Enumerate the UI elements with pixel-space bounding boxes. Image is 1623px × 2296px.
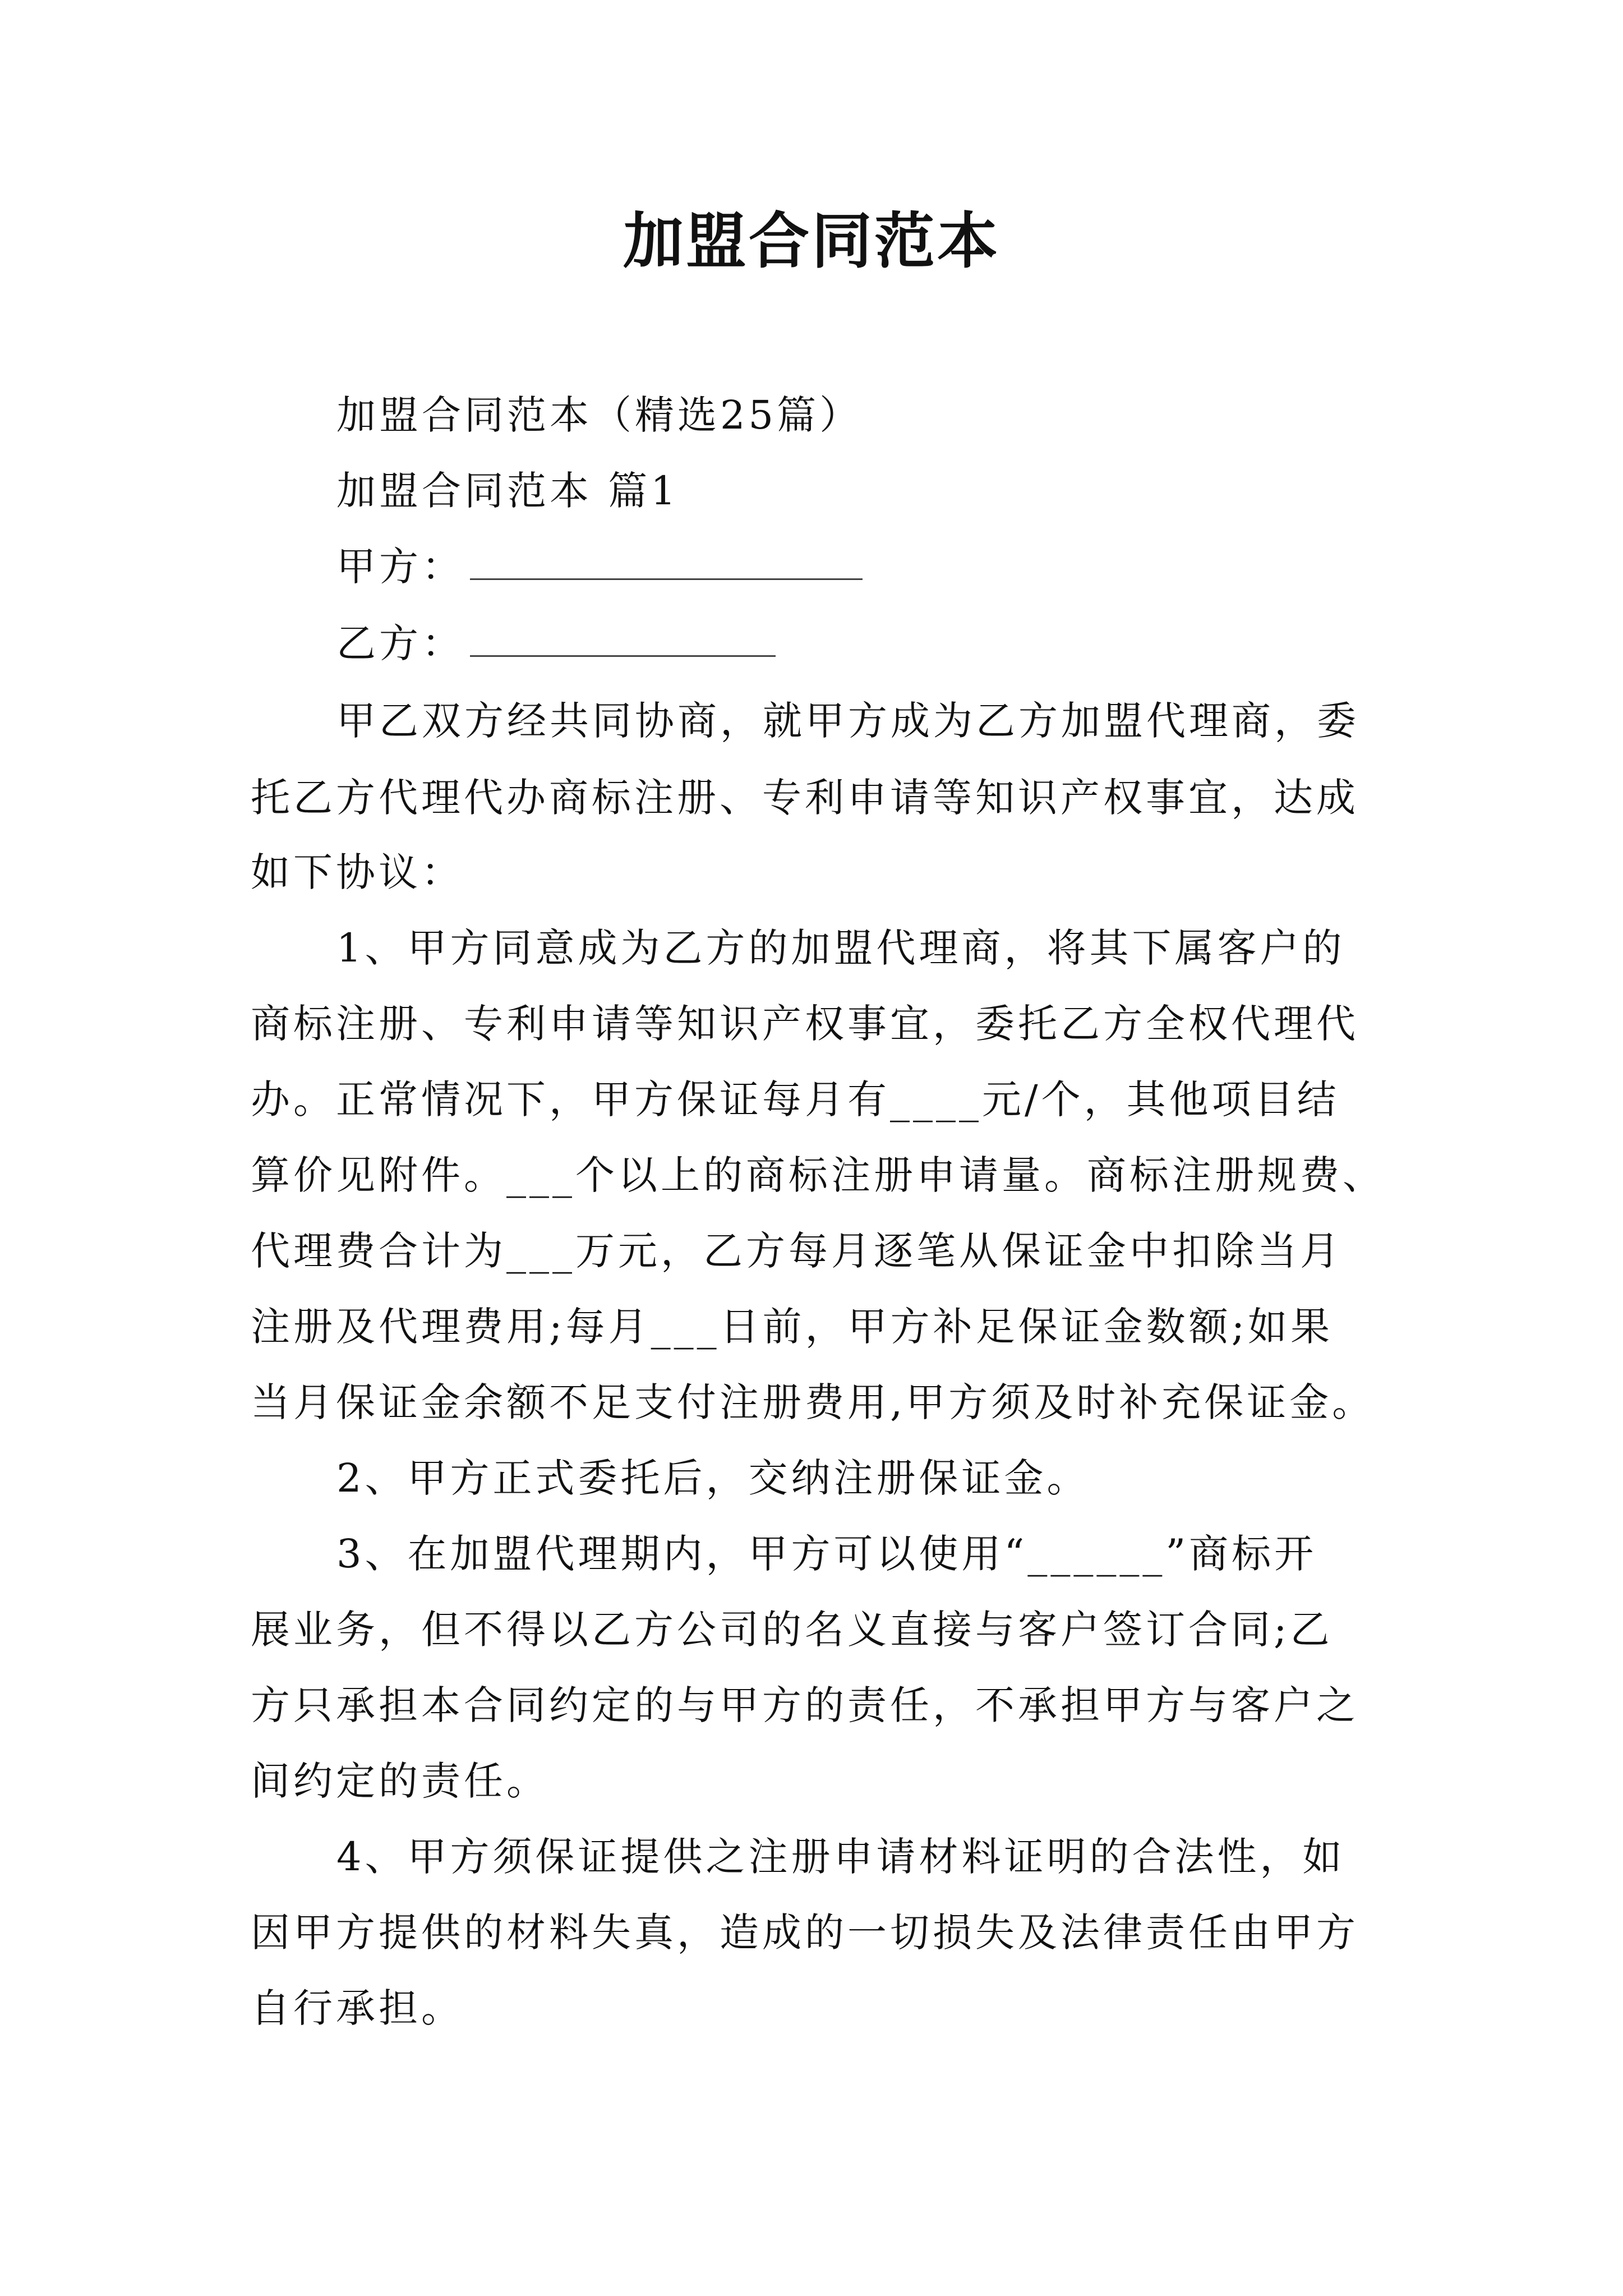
paragraph-line: 托乙方代理代办商标注册、专利申请等知识产权事宜，达成	[251, 775, 1359, 821]
section-heading: 加盟合同范本 篇1	[336, 468, 679, 514]
paragraph-line: 1、甲方同意成为乙方的加盟代理商，将其下属客户的	[336, 925, 1345, 971]
paragraph-line: 展业务，但不得以乙方公司的名义直接与客户签订合同;乙	[251, 1607, 1333, 1653]
party-b-blank	[470, 616, 776, 657]
party-a-blank	[470, 539, 863, 580]
paragraph-line: 代理费合计为___万元，乙方每月逐笔从保证金中扣除当月	[251, 1228, 1343, 1274]
party-a-row	[336, 539, 863, 595]
paragraph-line: 2、甲方正式委托后，交纳注册保证金。	[336, 1455, 1090, 1501]
paragraph-line: 4、甲方须保证提供之注册申请材料证明的合法性，如	[336, 1834, 1345, 1880]
paragraph-line: 自行承担。	[251, 1985, 464, 2031]
paragraph-line: 如下协议：	[251, 849, 464, 895]
paragraph-line: 方只承担本合同约定的与甲方的责任，不承担甲方与客户之	[251, 1682, 1359, 1728]
document-subtitle: 加盟合同范本（精选25篇）	[336, 392, 863, 438]
paragraph-line: 注册及代理费用;每月___日前，甲方补足保证金数额;如果	[251, 1304, 1334, 1350]
paragraph-line: 当月保证金余额不足支付注册费用,甲方须及时补充保证金。	[251, 1379, 1375, 1425]
paragraph-line: 3、在加盟代理期内，甲方可以使用“______”商标开	[336, 1531, 1317, 1577]
party-b-label: 乙方：	[336, 620, 464, 666]
party-a-label: 甲方：	[336, 544, 464, 590]
paragraph-line: 商标注册、专利申请等知识产权事宜，委托乙方全权代理代	[251, 1001, 1359, 1047]
paragraph-line: 因甲方提供的材料失真，造成的一切损失及法律责任由甲方	[251, 1910, 1359, 1955]
paragraph-line: 办。正常情况下，甲方保证每月有____元/个，其他项目结	[251, 1076, 1340, 1122]
paragraph-line: 间约定的责任。	[251, 1758, 549, 1804]
paragraph-line: 甲乙双方经共同协商，就甲方成为乙方加盟代理商，委	[336, 698, 1359, 744]
document-title: 加盟合同范本	[623, 206, 1000, 277]
paragraph-line: 算价见附件。___个以上的商标注册申请量。商标注册规费、	[251, 1152, 1385, 1198]
party-b-row	[336, 615, 776, 671]
